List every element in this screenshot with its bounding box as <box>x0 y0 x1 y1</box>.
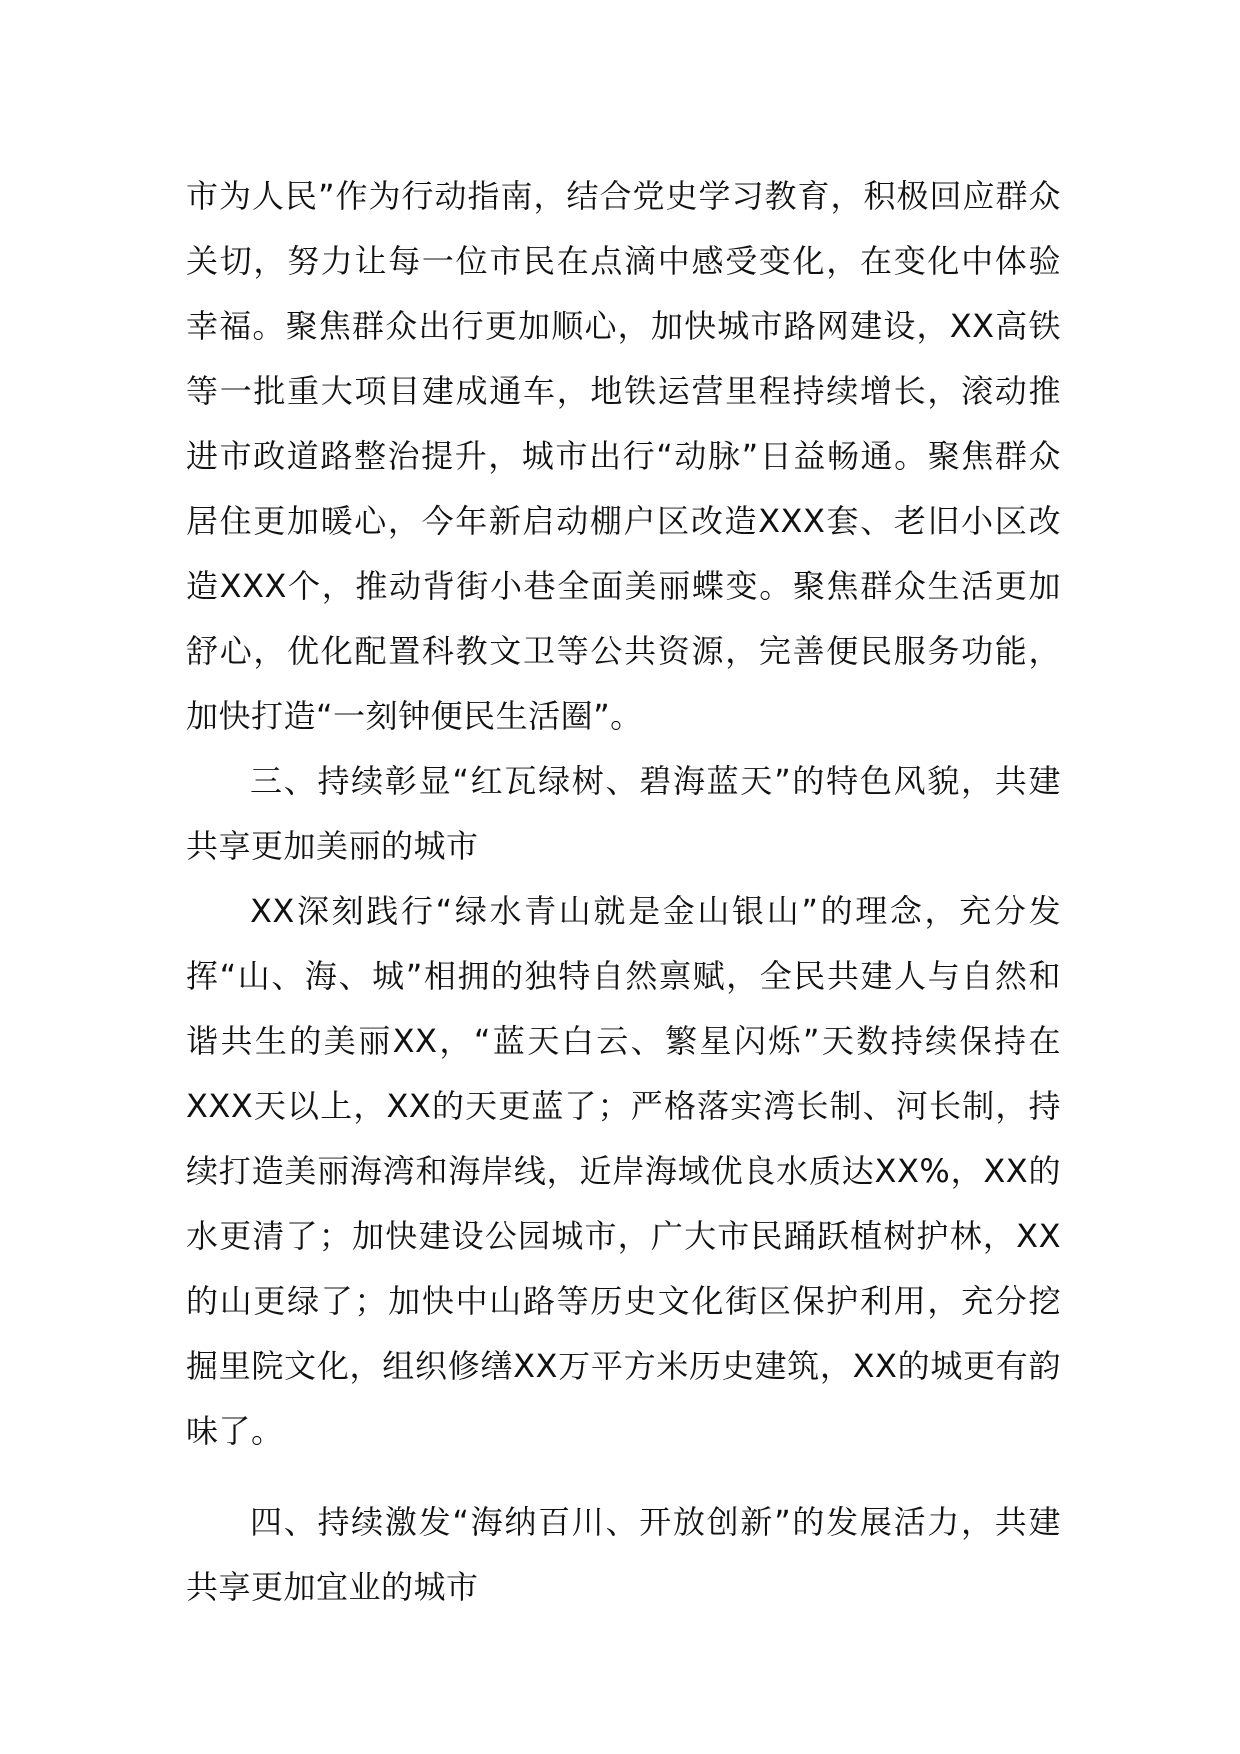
paragraph-section-3: XX深刻践行“绿水青山就是金山银山”的理念，充分发挥“山、海、城”相拥的独特自然禀赋，全民共建人与自然和谐共生的美丽XX，“蓝天白云、繁星闪烁”天数持续保持在XXX天以上，XX的天更蓝了；严格落实湾长制、河长制，持续打造美丽海湾和海岸线，近岸海域优良水质达XX%，XX的水更清了；加快建设公园城市，广大市民踊跃植树护林，XX的山更绿了；加快中山路等历史文化街区保护利用，充分挖掘里院文化，组织修缮XX万平方米历史建筑，XX的城更有韵味了。 <box>186 892 1061 1450</box>
paragraph-continued: 市为人民”作为行动指南，结合党史学习教育，积极回应群众关切，努力让每一位市民在点滴中感受变化，在变化中体验幸福。聚焦群众出行更加顺心，加快城市路网建设，XX高铁等一批重大项目建成通车，地铁运营里程持续增长，滚动推进市政道路整治提升，城市出行“动脉”日益畅通。聚焦群众居住更加暖心，今年新启动棚户区改造XXX套、老旧小区改造XXX个，推动背街小巷全面美丽蝶变。聚焦群众生活更加舒心，优化配置科教文卫等公共资源，完善便民服务功能，加快打造“一刻钟便民生活圈”。 <box>186 177 1061 735</box>
body-text <box>186 164 1061 1620</box>
section-heading-4: 四、持续激发“海纳百川、开放创新”的发展活力，共建共享更加宜业的城市 <box>186 1503 1061 1606</box>
section-heading-3: 三、持续彰显“红瓦绿树、碧海蓝天”的特色风貌，共建共享更加美丽的城市 <box>186 762 1061 865</box>
